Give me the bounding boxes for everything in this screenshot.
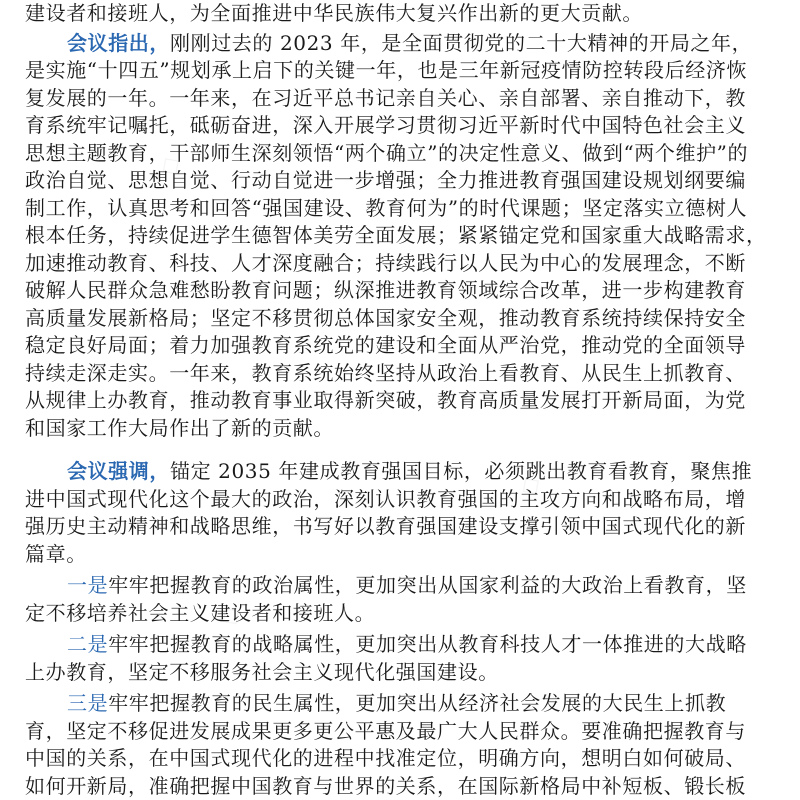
paragraph-line: 持续走深走实。一年来，教育系统始终坚持从政治上看教育、从民生上抓教育、	[25, 360, 746, 385]
paragraph-line: 稳定良好局面；着力加强教育系统党的建设和全面从严治党，推动党的全面领导	[25, 333, 746, 357]
keyword-huiyi-qiangdiao: 会议强调，	[67, 459, 170, 483]
paragraph-line: 会议强调，锚定 2035 年建成教育强国目标，必须跳出教育看教育，聚焦推	[67, 459, 753, 483]
paragraph-line: 育系统牢记嘱托，砥砺奋进，深入开展学习贯彻习近平新时代中国特色社会主义	[25, 113, 746, 137]
paragraph-line: 政治自觉、思想自觉、行动自觉进一步增强；全力推进教育强国建设规划纲要编	[25, 168, 746, 192]
paragraph-line: 根本任务，持续促进学生德智体美劳全面发展；紧紧锚定党和国家重大战略需求，	[25, 223, 767, 247]
paragraph-line: 和国家工作大局作出了新的贡献。	[25, 415, 334, 440]
keyword-point-one: 一是	[67, 573, 109, 597]
keyword-point-two: 二是	[67, 632, 109, 656]
paragraph-line: 进中国式现代化这个最大的政治，深刻认识教育强国的主攻方向和战略布局，增	[25, 486, 746, 511]
paragraph-line: 如何开新局，准确把握中国教育与世界的关系，在国际新格局中补短板、锻长板	[25, 773, 746, 798]
paragraph-line: 育，坚定不移促进发展成果更多更公平惠及最广大人民群众。要准确把握教育与	[25, 718, 746, 743]
paragraph-line: 三是牢牢把握教育的民生属性，更加突出从经济社会发展的大民生上抓教	[67, 691, 727, 715]
paragraph-line: 制工作，认真思考和回答“强国建设、教育何为”的时代课题；坚定落实立德树人	[25, 195, 748, 220]
paragraph-line: 复发展的一年。一年来，在习近平总书记亲自关心、亲自部署、亲自推动下，教	[25, 85, 746, 110]
paragraph-line: 建设者和接班人，为全面推进中华民族伟大复兴作出新的更大贡献。	[25, 1, 643, 25]
keyword-point-three: 三是	[67, 691, 109, 715]
paragraph-line: 高质量发展新格局；坚定不移贯彻总体国家安全观，推动教育系统持续保持安全	[25, 305, 746, 330]
paragraph-line: 上办教育，坚定不移服务社会主义现代化强国建设。	[25, 659, 499, 684]
paragraph-line: 强历史主动精神和战略思维，书写好以教育强国建设支撑引领中国式现代化的新	[25, 514, 746, 538]
paragraph-line: 从规律上办教育，推动教育事业取得新突破，教育高质量发展打开新局面，为党	[25, 388, 746, 412]
paragraph-line: 二是牢牢把握教育的战略属性，更加突出从教育科技人才一体推进的大战略	[67, 632, 747, 656]
paragraph-line: 加速推动教育、科技、人才深度融合；持续践行以人民为中心的发展理念，不断	[25, 250, 746, 275]
paragraph-line: 会议指出，刚刚过去的 2023 年，是全面贯彻党的二十大精神的开局之年，	[67, 30, 753, 55]
paragraph-line: 思想主题教育，干部师生深刻领悟“两个确立”的决定性意义、做到“两个维护”的	[25, 140, 749, 165]
keyword-huiyi-zhichu: 会议指出，	[67, 30, 170, 55]
paragraph-line: 破解人民群众急难愁盼教育问题；纵深推进教育领域综合改革，进一步构建教育	[25, 278, 746, 302]
paragraph-line: 定不移培养社会主义建设者和接班人。	[25, 600, 376, 625]
paragraph-line: 中国的关系，在中国式现代化的进程中找准定位，明确方向，想明白如何破局、	[25, 746, 746, 770]
paragraph-line: 一是牢牢把握教育的政治属性，更加突出从国家利益的大政治上看教育，坚	[67, 573, 747, 597]
paragraph-line: 是实施“十四五”规划承上启下的关键一年，也是三年新冠疫情防控转段后经济恢	[25, 58, 748, 82]
paragraph-line: 篇章。	[25, 541, 87, 566]
